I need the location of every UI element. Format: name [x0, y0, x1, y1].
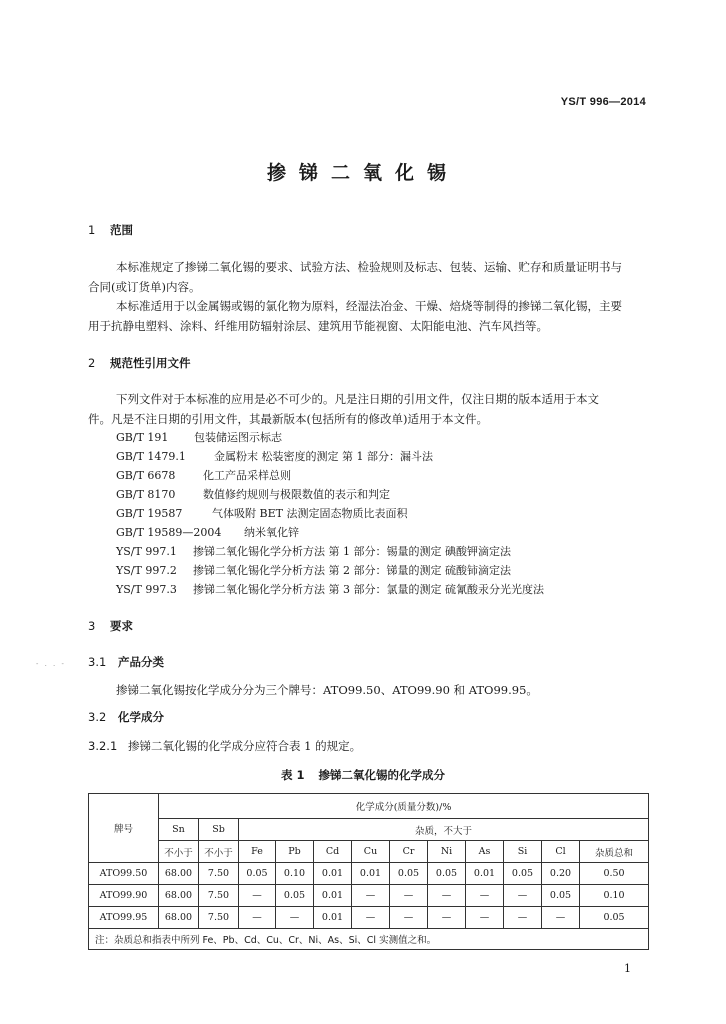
margin-mark: - . . - — [36, 660, 66, 668]
value-cell: — — [390, 907, 428, 929]
value-cell: — — [390, 885, 428, 907]
reference-code: GB/T 191 — [116, 431, 169, 444]
value-cell: 0.10 — [580, 885, 649, 907]
value-cell: 0.10 — [276, 863, 314, 885]
value-cell: — — [239, 907, 276, 929]
grade-cell: ATO99.90 — [89, 885, 159, 907]
reference-code: GB/T 8170 — [116, 488, 176, 501]
subsection-title: 化学成分 — [118, 710, 164, 724]
value-cell: — — [239, 885, 276, 907]
section-number: 1 — [88, 223, 96, 237]
header-not-less: 不小于 — [159, 841, 199, 863]
value-cell: 0.20 — [542, 863, 580, 885]
text-line: 用于抗静电塑料、涂料、纤维用防辐射涂层、建筑用节能视窗、太阳能电池、汽车风挡等。 — [88, 318, 548, 333]
reference-code: YS/T 997.1 — [116, 545, 177, 558]
header-sn: Sn — [159, 819, 199, 841]
value-cell: 0.05 — [390, 863, 428, 885]
value-cell: — — [428, 885, 466, 907]
header-element: 杂质总和 — [580, 841, 649, 863]
reference-code: GB/T 19589—2004 — [116, 526, 222, 539]
value-cell: 7.50 — [199, 907, 239, 929]
subsection-number: 3.2 — [88, 710, 107, 724]
subsection-3-2-heading — [88, 709, 164, 725]
value-cell: — — [542, 907, 580, 929]
table-header-row — [89, 794, 649, 819]
reference-code: GB/T 1479.1 — [116, 450, 186, 463]
section-number: 3 — [88, 619, 96, 633]
table-body — [89, 863, 649, 929]
section-1-heading — [88, 222, 133, 238]
header-not-less: 不小于 — [199, 841, 239, 863]
value-cell: — — [466, 885, 504, 907]
text-line: 下列文件对于本标准的应用是必不可少的。凡是注日期的引用文件，仅注日期的版本适用于本文 — [116, 392, 599, 406]
section-title: 规范性引用文件 — [110, 356, 191, 370]
header-composition: 化学成分(质量分数)/% — [159, 794, 649, 819]
reference-title: 掺锑二氧化锡化学分析方法 第 3 部分：氯量的测定 硫氰酸汞分光光度法 — [193, 583, 544, 596]
value-cell: 0.05 — [542, 885, 580, 907]
value-cell: 0.01 — [314, 907, 352, 929]
subsection-title: 产品分类 — [118, 655, 164, 669]
table-caption — [0, 767, 726, 783]
header-element: Cd — [314, 841, 352, 863]
value-cell: 0.01 — [352, 863, 390, 885]
value-cell: 0.50 — [580, 863, 649, 885]
section-3-heading — [88, 618, 133, 634]
header-element: Cr — [390, 841, 428, 863]
table-header-row — [89, 841, 649, 863]
header-grade: 牌号 — [89, 794, 159, 863]
value-cell: 68.00 — [159, 885, 199, 907]
reference-item — [116, 562, 511, 578]
reference-code: YS/T 997.3 — [116, 583, 177, 596]
header-element: Pb — [276, 841, 314, 863]
subsection-3-2-1 — [88, 738, 361, 754]
header-element: Ni — [428, 841, 466, 863]
value-cell: 0.05 — [428, 863, 466, 885]
reference-title: 掺锑二氧化锡化学分析方法 第 1 部分：锡量的测定 碘酸钾滴定法 — [193, 545, 511, 558]
value-cell: — — [352, 885, 390, 907]
reference-code: GB/T 19587 — [116, 507, 183, 520]
reference-item — [116, 467, 291, 483]
reference-title: 包装储运图示标志 — [194, 431, 282, 444]
grade-cell: ATO99.50 — [89, 863, 159, 885]
value-cell: — — [504, 885, 542, 907]
subsection-text: 掺锑二氧化锡的化学成分应符合表 1 的规定。 — [128, 739, 362, 753]
subsection-3-1-heading — [88, 654, 164, 670]
reference-item — [116, 429, 282, 445]
subsection-number: 3.1 — [88, 655, 107, 669]
standard-code: YS/T 996—2014 — [560, 96, 646, 108]
reference-title: 数值修约规则与极限数值的表示和判定 — [203, 488, 390, 501]
value-cell: — — [504, 907, 542, 929]
reference-item — [116, 486, 390, 502]
table-header-row — [89, 819, 649, 841]
reference-title: 掺锑二氧化锡化学分析方法 第 2 部分：锑量的测定 硫酸铈滴定法 — [193, 564, 511, 577]
value-cell: 0.05 — [276, 885, 314, 907]
subsection-number: 3.2.1 — [88, 739, 118, 753]
table-note-row — [89, 929, 649, 950]
section-1-para-1 — [88, 258, 646, 336]
section-2-intro — [88, 390, 646, 429]
reference-code: YS/T 997.2 — [116, 564, 177, 577]
reference-item — [116, 543, 511, 559]
table-row — [89, 863, 649, 885]
value-cell: 0.01 — [314, 863, 352, 885]
reference-item — [116, 524, 299, 540]
reference-item — [116, 581, 544, 597]
reference-item — [116, 448, 433, 464]
text-line: 件。凡是不注日期的引用文件，其最新版本(包括所有的修改单)适用于本文件。 — [88, 411, 488, 426]
value-cell: 0.01 — [466, 863, 504, 885]
section-title: 要求 — [110, 619, 133, 633]
section-number: 2 — [88, 356, 96, 370]
reference-title: 化工产品采样总则 — [203, 469, 291, 482]
section-2-heading — [88, 355, 191, 371]
text-line: 本标准规定了掺锑二氧化锡的要求、试验方法、检验规则及标志、包装、运输、贮存和质量证明书与 — [116, 260, 622, 274]
grade-cell: ATO99.95 — [89, 907, 159, 929]
header-sb: Sb — [199, 819, 239, 841]
value-cell: 68.00 — [159, 907, 199, 929]
reference-title: 气体吸附 BET 法测定固态物质比表面积 — [212, 507, 408, 520]
value-cell: — — [276, 907, 314, 929]
header-element: Cu — [352, 841, 390, 863]
value-cell: — — [466, 907, 504, 929]
value-cell: — — [352, 907, 390, 929]
document-title: 掺锑二氧化锡 — [266, 162, 459, 184]
section-title: 范围 — [110, 223, 133, 237]
value-cell: 68.00 — [159, 863, 199, 885]
page-number: 1 — [624, 962, 631, 975]
reference-code: GB/T 6678 — [116, 469, 176, 482]
subsection-3-1-text: 掺锑二氧化锡按化学成分分为三个牌号：ATO99.50、ATO99.90 和 ATO99.95。 — [116, 683, 538, 697]
value-cell: 7.50 — [199, 885, 239, 907]
header-element: Fe — [239, 841, 276, 863]
text-line: 合同(或订货单)内容。 — [88, 279, 201, 294]
reference-item — [116, 505, 407, 521]
value-cell: 0.05 — [239, 863, 276, 885]
table-note: 注：杂质总和指表中所列 Fe、Pb、Cd、Cu、Cr、Ni、As、Si、Cl 实测值之和。 — [89, 929, 649, 950]
value-cell: — — [428, 907, 466, 929]
header-element: Si — [504, 841, 542, 863]
value-cell: 0.01 — [314, 885, 352, 907]
value-cell: 0.05 — [580, 907, 649, 929]
reference-title: 金属粉末 松装密度的测定 第 1 部分：漏斗法 — [214, 450, 433, 463]
table-row — [89, 885, 649, 907]
text-line: 本标准适用于以金属锡或锡的氯化物为原料，经湿法冶金、干燥、焙烧等制得的掺锑二氧化锡，主要 — [116, 299, 622, 313]
header-element: As — [466, 841, 504, 863]
header-impurity: 杂质，不大于 — [239, 819, 649, 841]
table-row — [89, 907, 649, 929]
value-cell: 0.05 — [504, 863, 542, 885]
chemical-composition-table — [88, 793, 649, 950]
reference-title: 纳米氧化锌 — [244, 526, 299, 539]
header-element: Cl — [542, 841, 580, 863]
table-number: 表 1 — [280, 768, 305, 782]
value-cell: 7.50 — [199, 863, 239, 885]
table-title: 掺锑二氧化锡的化学成分 — [318, 768, 445, 782]
